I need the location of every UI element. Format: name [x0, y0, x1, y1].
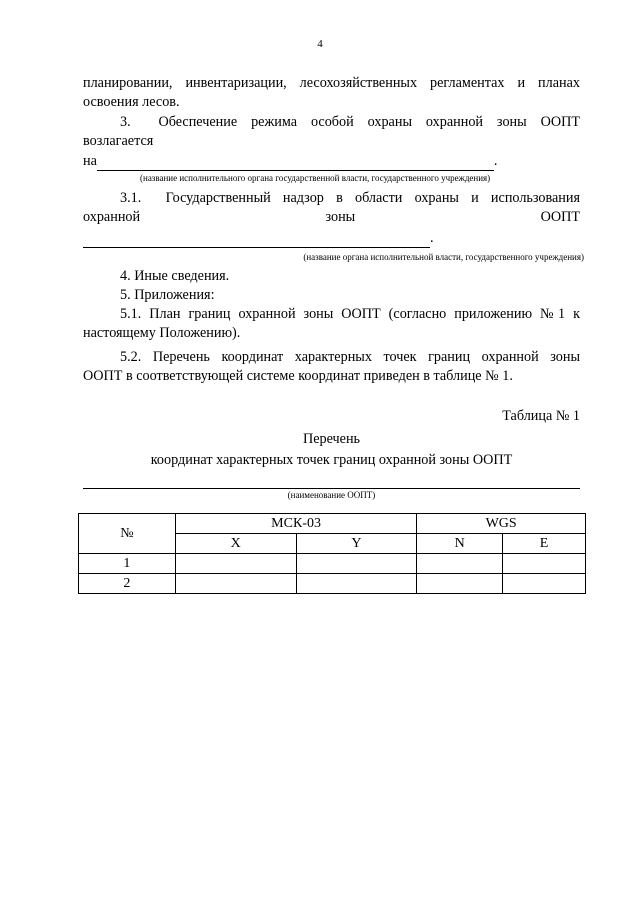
coordinates-table [78, 513, 586, 594]
msk-header: МСК-03 [175, 514, 417, 534]
y-header: Y [296, 534, 417, 554]
intro-line-2: освоения лесов. [83, 94, 180, 110]
oopt-name-caption: (наименование ООПТ) [287, 490, 376, 500]
n-cell [417, 574, 503, 594]
y-cell [296, 554, 417, 574]
wgs-header: WGS [417, 514, 586, 534]
x-cell [175, 574, 296, 594]
x-cell [175, 554, 296, 574]
intro-line-1: планировании, инвентаризации, лесохозяйственных регламентах и планах [83, 75, 580, 91]
n-cell [417, 554, 503, 574]
n-header: N [417, 534, 503, 554]
x-header: X [175, 534, 296, 554]
item-3-blank-row [83, 152, 580, 171]
item-5-1-line-2: настоящему Положению). [83, 325, 241, 341]
document-body [83, 74, 584, 501]
page-number: 4 [317, 38, 323, 50]
e-cell [503, 554, 586, 574]
table-row [79, 554, 586, 574]
e-cell [503, 574, 586, 594]
list-title: Перечень [302, 431, 361, 447]
num-header: № [79, 514, 176, 554]
item-4: 4. Иные сведения. [120, 268, 230, 284]
item-3-line-1: 3. Обеспечение режима особой охраны охранной зоны ООПТ [120, 114, 580, 130]
y-cell [296, 574, 417, 594]
item-3-caption: (название исполнительного органа государственной власти, государственного учреждения) [140, 173, 491, 183]
item-3-1-blank-row [83, 229, 580, 248]
item-3-1-blank-line [83, 232, 430, 248]
row-number: 2 [79, 574, 176, 594]
item-3-1-caption: (название органа исполнительной власти, государственного учреждения) [303, 252, 584, 262]
e-header: E [503, 534, 586, 554]
table-header-row-1 [79, 514, 586, 534]
item-5: 5. Приложения: [120, 287, 215, 303]
item-3-line-2: возлагается [83, 133, 154, 149]
row-number: 1 [79, 554, 176, 574]
item-3-1-line-2: охранной зоны ООПТ [83, 209, 580, 225]
item-3-1-line-1: 3.1. Государственный надзор в области охраны и использования [120, 190, 580, 206]
list-subtitle: координат характерных точек границ охранной зоны ООПТ [150, 452, 513, 468]
item-5-2-line-1: 5.2. Перечень координат характерных точек границ охранной зоны [120, 349, 580, 365]
item-5-2-line-2: ООПТ в соответствующей системе координат приведен в таблице № 1. [83, 368, 513, 384]
item-3-blank-line [97, 155, 494, 171]
item-3-1-suffix: . [430, 230, 434, 246]
item-5-1-line-1: 5.1. План границ охранной зоны ООПТ (согласно приложению №1 к [120, 306, 580, 322]
item-3-prefix: на [83, 153, 97, 169]
item-3-suffix: . [493, 153, 498, 169]
table-row [79, 574, 586, 594]
table-label: Таблица № 1 [502, 408, 580, 424]
